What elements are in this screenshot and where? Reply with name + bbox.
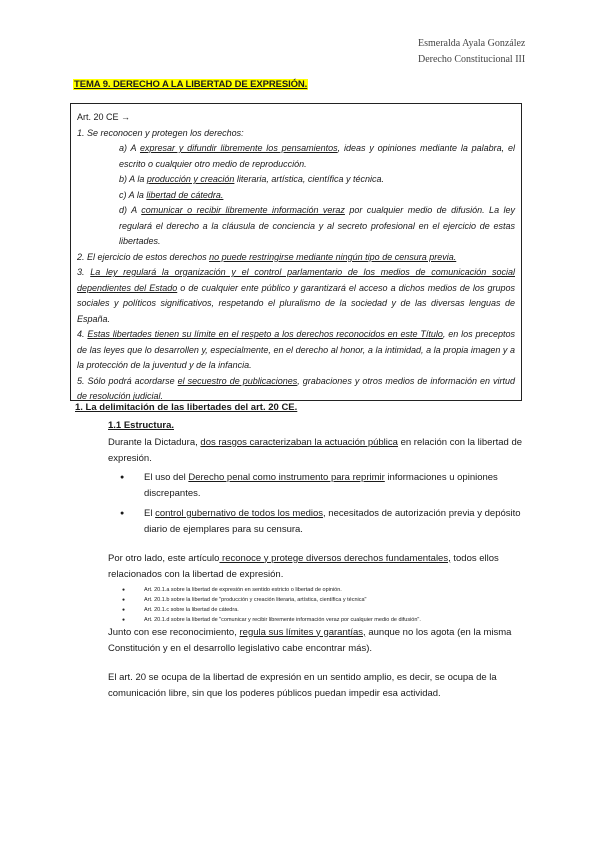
list-item: ● Art. 20.1.d sobre la libertad de "comunicar y recibir libremente información veraz por cualquier medio de difusión". [108, 615, 528, 625]
article-p4: 4. Estas libertades tienen su límite en el respeto a los derechos reconocidos en este Título, en los preceptos de las leyes que lo desarrollen y, especialmente, en el derecho al honor, a la intimidad, a la propia imagen y a la protección de la juventud y de la infancia. [77, 329, 515, 370]
article-b: b) A la producción y creación literaria, artística, científica y técnica. [119, 174, 384, 184]
article-p3: 3. La ley regulará la organización y el control parlamentario de los medios de comunicación social dependientes del Estado o de cualquier ente público y garantizará el acceso a dichos medios de los grupos sociales y políticos significativos, respetando el pluralismo de la sociedad y de las diversas lenguas de España. [77, 267, 515, 324]
article-ref: Art. 20 CE → [77, 112, 131, 122]
list-item: ● El control gubernativo de todos los medios, necesitados de autorización previa y depósito diario de ejemplares para su censura. [108, 506, 528, 539]
author-name: Esmeralda Ayala González [418, 38, 526, 49]
section-body [108, 418, 528, 703]
article-box [70, 103, 522, 401]
list-item: ● El uso del Derecho penal como instrumento para reprimir informaciones u opiniones discrepantes. [108, 470, 528, 503]
paragraph-2: Por otro lado, este artículo reconoce y protege diversos derechos fundamentales, todos ellos relacionados con la libertad de expresión. [108, 552, 499, 580]
article-d: d) A comunicar o recibir libremente información veraz por cualquier medio de difusión. La ley regulará el derecho a la cláusula de conciencia y al secreto profesional en el ejercicio de estas libertades. [119, 205, 516, 246]
list-item: ● Art. 20.1.a sobre la libertad de expresión en sentido estricto o libertad de opinión. [108, 585, 528, 595]
paragraph-3: Junto con ese reconocimiento, regula sus límites y garantías, aunque no los agota (en la misma Constitución y en el desarrollo legislativo cabe encontrar más). [108, 626, 512, 654]
article-c: c) A la libertad de cátedra. [119, 189, 224, 200]
subsection-heading: 1.1 Estructura. [108, 420, 174, 431]
paragraph-1: Durante la Dictadura, dos rasgos caracterizaban la actuación pública en relación con la libertad de expresión. [108, 436, 523, 464]
article-a: a) A expresar y difundir libremente los pensamientos, ideas y opiniones mediante la palabra, el escrito o cualquier otro medio de reproducción. [119, 143, 515, 169]
page-title: TEMA 9. DERECHO A LA LIBERTAD DE EXPRESIÓN. [74, 79, 308, 90]
list-item: ● Art. 20.1.b sobre la libertad de "producción y creación literaria, artística, científica y técnica" [108, 595, 528, 605]
course-name: Derecho Constitucional III [418, 54, 526, 65]
section-heading: 1. La delimitación de las libertades del art. 20 CE. [75, 402, 298, 413]
paragraph-4: El art. 20 se ocupa de la libertad de expresión en un sentido amplio, es decir, se ocupa de la comunicación libre, sin que los poderes públicos puedan impedir esa actividad. [108, 671, 497, 699]
list-item: ● Art. 20.1.c sobre la libertad de cátedra. [108, 605, 528, 615]
article-p5: 5. Sólo podrá acordarse el secuestro de publicaciones, grabaciones y otros medios de información en virtud de resolución judicial. [77, 375, 516, 401]
article-p1: 1. Se reconocen y protegen los derechos: [77, 127, 244, 138]
article-p2: 2. El ejercicio de estos derechos no puede restringirse mediante ningún tipo de censura previa. [77, 251, 457, 262]
